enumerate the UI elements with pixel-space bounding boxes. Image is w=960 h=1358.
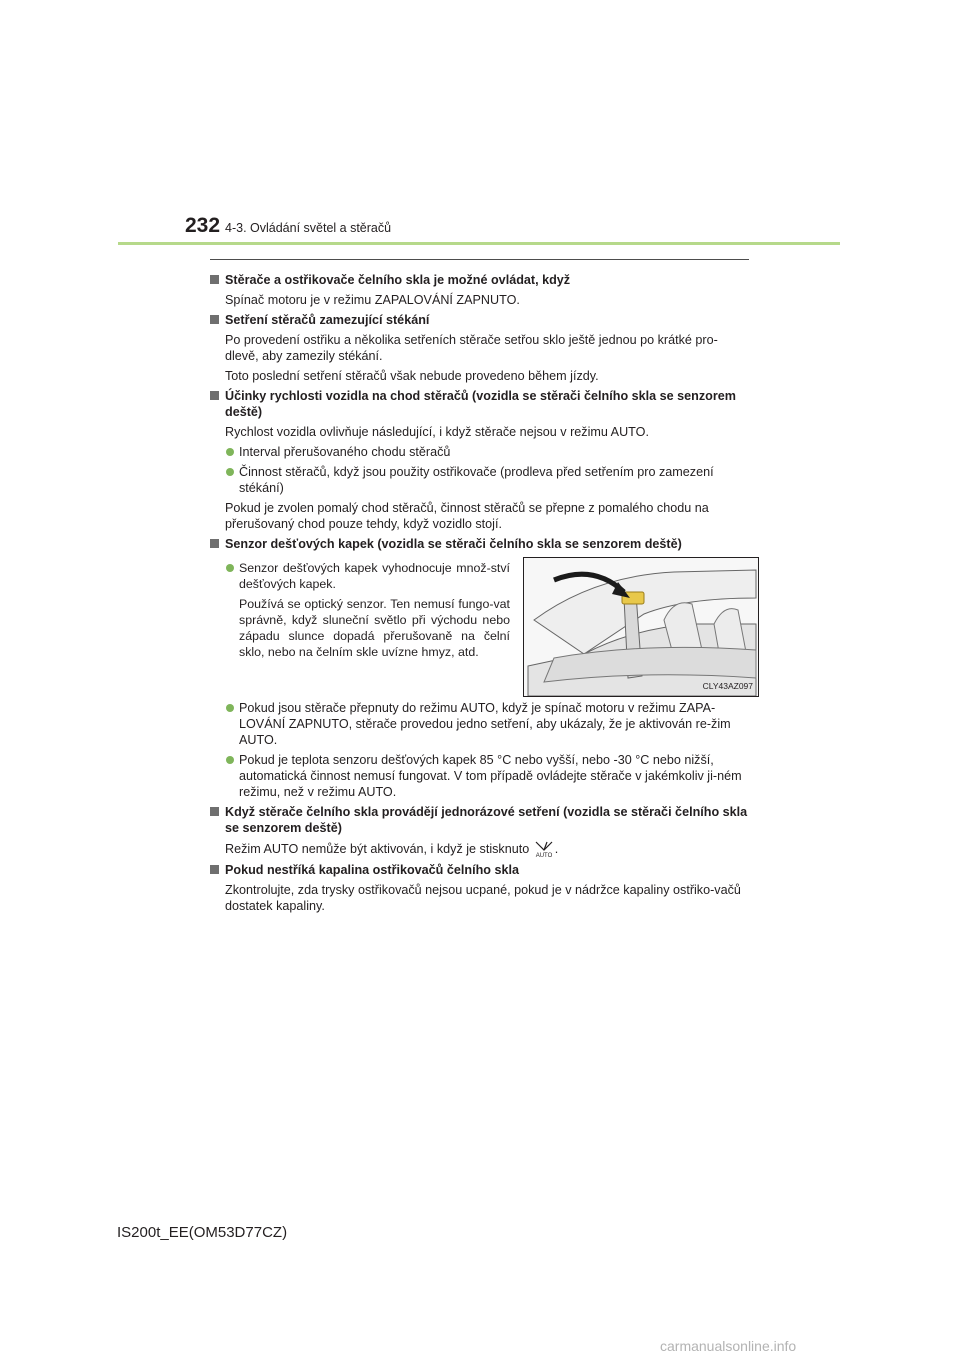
round-bullet-icon [226,448,234,456]
section-controls-available [210,272,750,308]
square-bullet-icon [210,807,219,816]
square-bullet-icon [210,275,219,284]
round-bullet-icon [226,468,234,476]
section-heading: Senzor dešťových kapek (vozidla se stěrači čelního skla se senzorem deště) [225,537,682,551]
paragraph: Režim AUTO nemůže být aktivován, i když je stisknuto AUTO . [225,842,559,858]
round-bullet-icon [226,704,234,712]
list-item: Interval přerušovaného chodu stěračů [210,444,750,460]
paragraph: Zkontrolujte, zda trysky ostřikovačů nejsou ucpané, pokud je v nádržce kapaliny ostřiko-vačů dostatek kapaliny. [225,883,741,913]
figure-label: CLY43AZ097 [702,681,753,691]
section-vehicle-speed [210,388,750,532]
section-single-wipe [210,804,750,858]
section-washer-fluid [210,862,750,914]
square-bullet-icon [210,539,219,548]
rain-sensor-block [210,556,753,696]
auto-icon-label: AUTO [535,853,553,858]
paragraph: Pokud je zvolen pomalý chod stěračů, činnost stěračů se přepne z pomalého chodu na přerušovaný chod pouze tehdy, když vozidlo stojí. [225,501,709,531]
list-item: Činnost stěračů, když jsou použity ostřikovače (prodleva před setřením pro zamezení stékání) [210,464,750,496]
section-heading: Pokud nestříká kapalina ostřikovačů čelního skla [225,863,519,877]
windshield-illustration [523,557,759,697]
square-bullet-icon [210,391,219,400]
page-number: 232 [185,214,221,237]
round-bullet-icon [226,756,234,764]
paragraph: Toto poslední setření stěračů však nebude provedeno během jízdy. [225,369,599,383]
section-heading: Účinky rychlosti vozidla na chod stěračů (vozidla se stěrači čelního skla se senzorem deště) [225,389,736,419]
section-rain-sensor [210,536,753,800]
paragraph: Používá se optický senzor. Ten nemusí fungo-vat správně, když sluneční světlo při východu nebo západu slunce dopadá přerušovaně na čelní sklo, nebo na čelním skle uvízne hmyz, atd. [239,597,510,659]
paragraph: Spínač motoru je v režimu ZAPALOVÁNÍ ZAPNUTO. [225,293,520,307]
car-interior-image [524,558,758,696]
wiper-auto-icon [533,840,555,858]
list-item: Senzor dešťových kapek vyhodnocuje množ-ství dešťových kapek. [210,560,510,592]
list-item: Pokud jsou stěrače přepnuty do režimu AUTO, když je spínač motoru v režimu ZAPA-LOVÁNÍ ZAPNUTO, stěrače provedou jedno setření, aby ukázaly, že je aktivován re-žim AUTO. [210,700,750,748]
section-drip-wipe [210,312,750,384]
paragraph: Po provedení ostřiku a několika setřeních stěrače setřou sklo ještě jednou po krátké pro-dlevě, aby zamezily stékání. [225,333,718,363]
content-divider [210,259,749,260]
main-content [210,268,753,914]
section-heading: Stěrače a ostřikovače čelního skla je možné ovládat, když [225,273,571,287]
square-bullet-icon [210,315,219,324]
watermark: carmanualsonline.info [660,1338,797,1354]
square-bullet-icon [210,865,219,874]
paragraph: Rychlost vozidla ovlivňuje následující, i když stěrače nejsou v režimu AUTO. [225,425,649,439]
header-divider [118,242,840,245]
round-bullet-icon [226,564,234,572]
list-item: Pokud je teplota senzoru dešťových kapek 85 °C nebo vyšší, nebo -30 °C nebo nižší, automatická činnost nemusí fungovat. V tom případě ovládejte stěrače v jakémkoliv ji-ném režimu, než v režimu AUTO. [210,752,750,800]
section-heading: Setření stěračů zamezující stékání [225,313,430,327]
section-title: 4-3. Ovládání světel a stěračů [225,221,392,235]
page-header [0,0,960,250]
section-heading: Když stěrače čelního skla provádějí jednorázové setření (vozidla se stěrači čelního skla se senzorem deště) [225,805,748,835]
page-footer: IS200t_EE(OM53D77CZ) [117,1224,288,1241]
